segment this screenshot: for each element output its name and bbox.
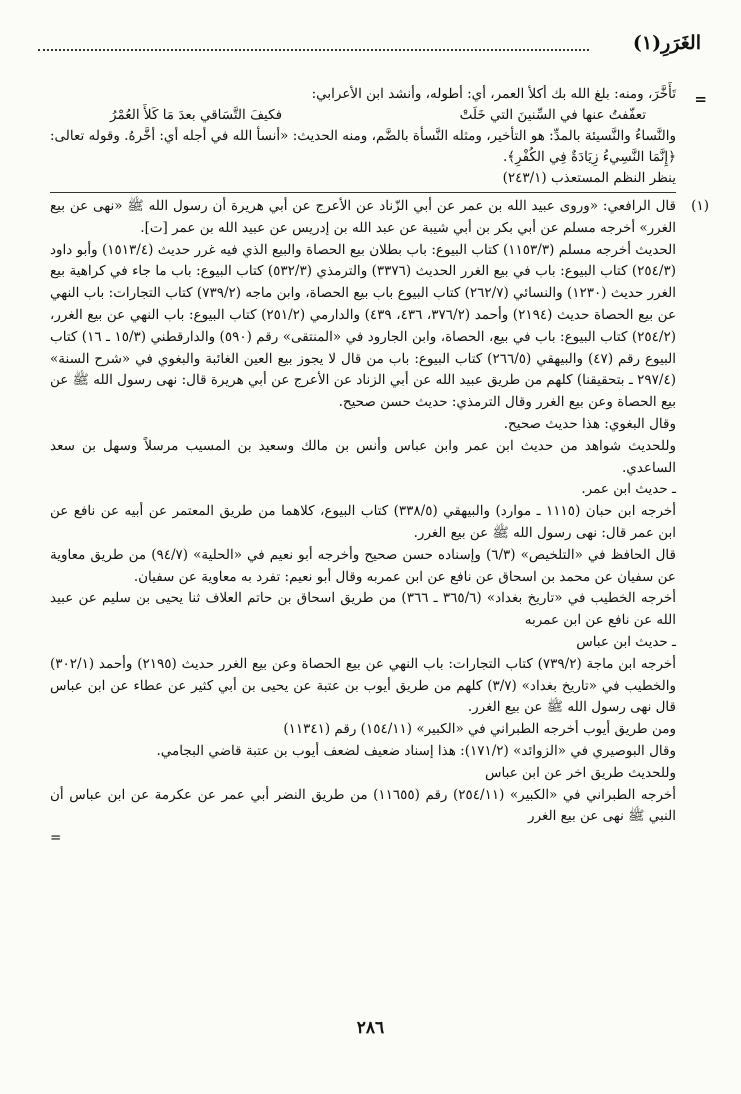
footnote-paragraph: أخرجه الخطيب في «تاريخ بغداد» (٣٦٥/٦ ـ ٣٦٦) من طريق اسحاق بن حاتم العلاف ثنا يحيى بن سليم عن عبيد الله عن نافع عن ابن عمربه [50, 590, 676, 629]
footnote-continuation-mark: = [50, 830, 62, 847]
header-title: الغَرَرِ(١) [632, 32, 701, 54]
footnote-number: (١) [691, 198, 709, 214]
footnote-paragraph: وقال البوصيري في «الزوائد» (١٧١/٢): هذا إسناد ضعيف لضعف أيوب بن عتبة قاضي البجامي. [156, 742, 676, 759]
main-text-line: والنَّساءُ والنَّسيئة بالمدِّ: هو التأخير، ومثله النَّسأة بالضَّم، ومنه الحديث: «أنسأ الله في أجله أي: أخَّرهُ. وقوله تعالى: ﴿إِنَّمَا النَّسِيءُ زِيَادَةٌ فِي الكُفْرِ﴾. [50, 128, 676, 165]
page-number: ٢٨٦ [356, 1018, 385, 1038]
page-body [50, 84, 709, 850]
footnote-paragraph: قال الحافظ في «التلخيص» (٦/٣) وإسناده حسن صحيح وأخرجه أبو نعيم في «الحلية» (٩٤/٧) من طريق معاوية عن سفيان عن محمد بن اسحاق عن نافع عن ابن عمربه وقال أبو نعيم: تفرد به معاوية عن سفيان. [50, 546, 676, 585]
footnote-paragraph: ـ حديث ابن عمر. [581, 481, 676, 498]
footnote-paragraph: ومن طريق أيوب أخرجه الطبراني في «الكبير» (١٥٤/١١) رقم (١١٣٤١) [283, 721, 676, 738]
footnote-paragraph: أخرجه الطبراني في «الكبير» (٢٥٤/١١) رقم (١١٦٥٥) من طريق النضر أبي عمر عن عكرمة عن ابن عباس أن النبي ﷺ نهى عن بيع الغرر [50, 786, 677, 825]
verse-second-hemistich: فكيفَ التَّسَاقي بعدَ مَا كَلأَ العُمْرُ [110, 107, 283, 123]
footnote-paragraph: وللحديث شواهد من حديث ابن عمر وابن عباس وأنس بن مالك وسعيد بن المسيب مرسلاً وسهل بن سعد الساعدي. [50, 437, 676, 476]
continuation-mark-top: = [694, 90, 707, 108]
footnote-separator [50, 192, 676, 193]
footnote-paragraph: وللحديث طريق اخر عن ابن عباس [485, 764, 676, 781]
poetry-verse [50, 105, 676, 126]
main-text-line: تَأَخَّرَ، ومنه: بلغ الله بك أكلأ العمر، أي: أطوله، وأنشد ابن الأعرابي: [311, 86, 676, 102]
footnote [50, 196, 709, 850]
verse-first-hemistich: تعفّفتُ عنها في السِّنينَ التي خَلَتْ [459, 107, 646, 123]
main-text-reference: ينظر النظم المستعذب (٢٤٣/١) [502, 170, 676, 186]
footnote-body [50, 196, 676, 850]
footnote-paragraph: ـ حديث ابن عباس [576, 633, 676, 650]
footnote-paragraph: أخرجه ابن حبان (١١١٥ ـ موارد) والبيهقي (٣٣٨/٥) كتاب البيوع، كلاهما من طريق المعتمر عن أبيه عن نافع عن ابن عمر قال: نهى رسول الله ﷺ عن بيع الغرر. [50, 503, 677, 541]
running-header [38, 30, 701, 60]
footnote-paragraph: قال الرافعي: «وروى عبيد الله بن عمر عن أبي الزّناد عن الأعرج عن أبي هريرة أن رسول الله ﷺ «نهى عن بيع الغرر» أخرجه مسلم عن أبي بكر بن أبي شيبة عن عبد الله بن إدريس عن عبيد الله بن عمر [ت]. [50, 198, 676, 236]
footnote-paragraph: وقال البغوي: هذا حديث صحيح. [503, 415, 676, 432]
footnote-paragraph: أخرجه ابن ماجة (٧٣٩/٢) كتاب التجارات: باب النهي عن بيع الحصاة وعن بيع الغرر حديث (٢١٩٥) وأحمد (٣٠٢/١) والخطيب في «تاريخ بغداد» (٣/٧) كلهم من طريق أيوب بن عتبة عن يحيى بن أبي كثير عن عطاء عن ابن عباس قال نهى رسول الله ﷺ عن بيع الغرر. [50, 655, 677, 716]
header-dotted-rule [38, 49, 589, 51]
footnote-paragraph: الحديث أخرجه مسلم (١١٥٣/٣) كتاب البيوع: باب بطلان بيع الحصاة والبيع الذي فيه غرر حديث (١٥١٣/٤) وأبو داود (٢٥٤/٣) كتاب البيوع: باب في بيع الغرر الحديث (٣٣٧٦) والترمذي (٥٣٢/٣) كتاب البيوع: باب ما جاء في كراهية بيع الغرر حديث (١٢٣٠) والنسائي (٢٦٢/٧) كتاب البيوع باب بيع الحصاة، وابن ماجه (٧٣٩/٢) كتاب التجارات: باب النهي عن بيع الحصاة حديث (٢١٩٤) وأحمد (٣٧٦/٢، ٤٣٦، ٤٣٩) والدارمي (٢٥١/٢) كتاب البيوع: باب النهي عن بيع الغرر، (٢٥٤/٢) كتاب البيوع: باب في بيع، الحصاة، وابن الجارود في «المنتقى» رقم (٥٩٠) والدارقطني (١٥/٣ ـ ١٦) كتاب البيوع رقم (٤٧) والبيهقي (٢٦٦/٥) كتاب البيوع: باب من قال لا يجوز بيع العين الغائبة والبغوي في «شرح السنة» (٢٩٧/٤ ـ بتحقيقنا) كلهم من طريق عبيد الله عن أبي الزناد عن الأعرج عن أبي هريرة قال: نهى رسول الله ﷺ عن بيع الحصاة وعن بيع الغرر وقال الترمذي: حديث حسن صحيح. [50, 241, 677, 411]
